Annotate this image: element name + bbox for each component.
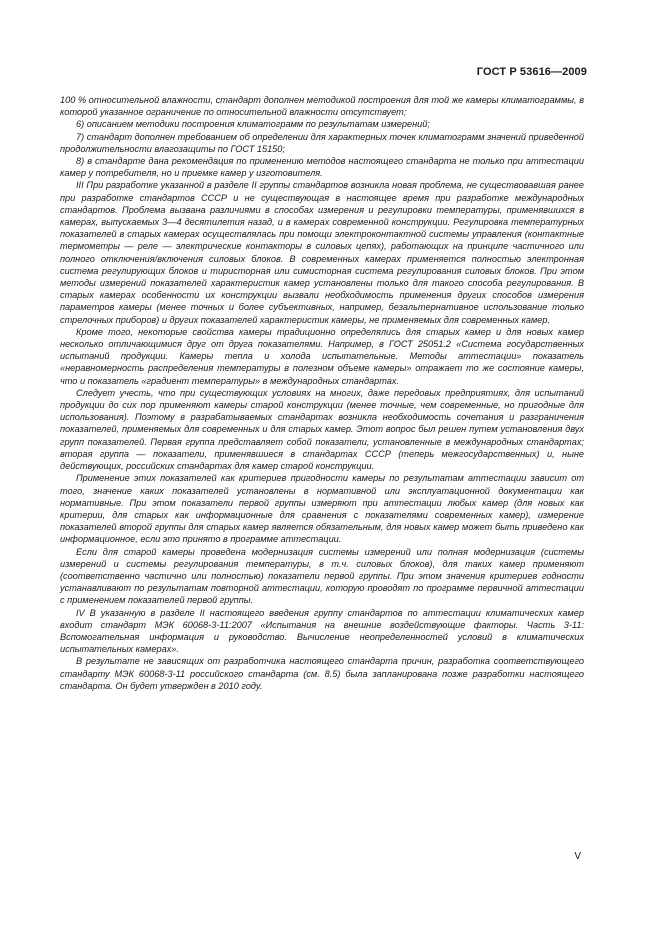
paragraph: В результате не зависящих от разработчика настоящего стандарта причин, разработка соответствующего стандарту МЭК 60068-3-11 российского стандарта (см. 8.5) была запланирована позже разработки настоящего стандарта. Он будет утвержден в 2010 году. — [60, 656, 584, 691]
paragraph: 8) в стандарте дана рекомендация по применению методов настоящего стандарта не только при аттестации камер у потребителя, но и приемке камер у изготовителя. — [60, 156, 584, 179]
paragraph: 7) стандарт дополнен требованием об определении для характерных точек климатограмм значений приведенной продолжительности влагозащиты по ГОСТ 15150; — [60, 131, 584, 154]
paragraph: Следует учесть, что при существующих условиях на многих, даже передовых предприятиях, для испытаний продукции до сих пор применяют камеры старой конструкции (менее точные, чем современные, но пригодные для использования). Поэтому в разрабатываемых стандартах возникла необходимость сочетания и разграничения показателей, применяемых для современных и для старых камер. Этот вопрос был решен путем установления двух групп показателей. Первая группа представляет собой показатели, установленные в международных стандартах; вторая группа — показатели, применявшиеся в стандартах СССР (теперь межгосударственных) и, ныне действующих, российских стандартах для камер старой конструкции. — [60, 387, 584, 472]
paragraph: Если для старой камеры проведена модернизация системы измерений или полная модернизация (системы измерений и системы регулирования температуры, в т.ч. силовых блоков), для таких камер применяют (соответственно частично или полностью) показатели первой группы. При этом значения критериев годности устанавливают по результатам повторной аттестации, которую проводят по программе первичной аттестации с применением показателей первой группы. — [60, 546, 584, 606]
document-body — [60, 94, 584, 692]
document-code: ГОСТ Р 53616—2009 — [476, 66, 587, 78]
paragraph: III При разработке указанной в разделе II группы стандартов возникла новая проблема, не существовавшая ранее при разработке стандартов СССР и не существующая в настоящее время при разработке международных стандартов. Проблема вызвана различиями в способах измерения и регулировки температуры, применявшихся в камерах, выпускаемых 3—4 десятилетия назад, и в камерах современной конструкции. Регулировка температурных показателей в старых камерах осуществлялась при помощи электроконтактной системы управления (контактные термометры — реле — электрические контакторы в силовых цепях), работающих на принципе частичного или полного отключения/включения силовых блоков. В современных камерах применяется полностью электронная система регулирующих блоков и тиристорная или симисторная система регулирования силовых блоков. При этом методы измерений показателей характеристик камер установлены только для такого способа регулирования. В старых камерах особенности их конструкции вызвали необходимость применения других способов измерения параметров камеры (менее точных и более субъективных, например, безальтернативное использование только стрелочных приборов) и других показателей характеристик камеры, не применяемых для современных камер. — [60, 180, 584, 325]
paragraph: 6) описанием методики построения климатограмм по результатам измерений; — [76, 119, 430, 130]
paragraph: Кроме того, некоторые свойства камеры традиционно определялись для старых камер и для новых камер несколько отличающимися друг от друга показателями. Например, в ГОСТ 25051.2 «Система государственных испытаний продукции. Камеры тепла и холода испытательные. Методы аттестации» показатель «неравномерность распределения температуры в полезном объеме камеры» отражает то же состояние камеры, что и показатель «градиент температуры» в международных стандартах. — [60, 326, 584, 386]
page-number: V — [574, 851, 581, 862]
paragraph: 100 % относительной влажности, стандарт дополнен методикой построения для той же камеры климатограммы, в которой указанное ограничение по относительной влажности отсутствует; — [60, 95, 584, 118]
paragraph: Применение этих показателей как критериев пригодности камеры по результатам аттестации зависит от того, значение каких показателей установлены в нормативной или эксплуатационной документации как нормативные. При этом показатели первой группы измеряют при аттестации любых камер (для новых как критерии, для старых как информационные для сравнения с показателями современных камер), измерение показателей второй группы для старых камер является обязательным, для новых камер может быть приведено как информационное, если это принято в программе аттестации. — [60, 473, 584, 545]
paragraph: IV В указанную в разделе II настоящего введения группу стандартов по аттестации климатических камер входит стандарт МЭК 60068-3-11:2007 «Испытания на внешние воздействующие факторы. Часть 3-11: Вспомогательная информация и руководство. Вычисление неопределенностей условий в климатических испытательных камерах». — [60, 607, 584, 655]
